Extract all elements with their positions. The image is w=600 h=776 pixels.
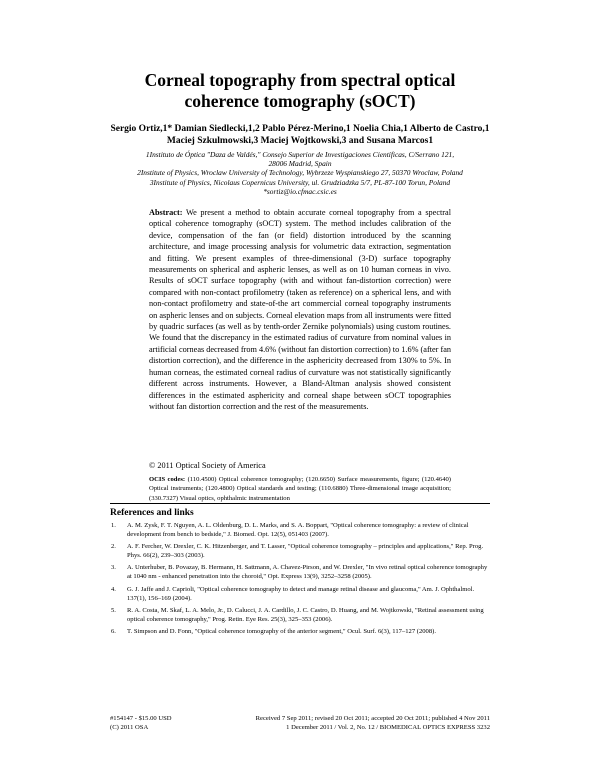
footer-received: Received 7 Sep 2011; revised 20 Oct 2011; accepted 20 Oct 2011; published 4 Nov 2011 xyxy=(255,715,490,722)
copyright-notice: © 2011 Optical Society of America xyxy=(149,461,266,470)
reference-number: 5. xyxy=(111,606,116,614)
affiliation-1a: 1Instituto de Óptica "Daza de Valdés," Consejo Superior de Investigaciones Científicas, C/Serrano 121, xyxy=(145,150,455,159)
abstract-text: We present a method to obtain accurate corneal topography from a spectral optical coherence tomography (sOCT) system. The method includes calibration of the device, compensation of the fan (or field) distortion introduced by the scanning architecture, and image processing analysis for volumetric data extraction, segmentation and fitting. We present examples of three-dimensional (3-D) surface topography measurements on spherical and aspheric lenses, as well as on 10 human corneas in vivo. Results of sOCT surface topography (with and without fan-distortion correction) were compared with non-contact profilometry (taken as reference) on a spherical lens, and with non-contact profilometry and state-of-the art commercial corneal topography instruments on aspheric lenses and on subjects. Corneal elevation maps from all instruments were fitted by quadric surfaces (as well as by tenth-order Zernike polynomials) using custom routines. We found that the discrepancy in the estimated radius of curvature from nominal values in artificial corneas decreased from 4.6% (without fan distortion correction) to 1.6% (after fan distortion correction), and the difference in the asphericity decreased from 130% to 5%. In human corneas, the estimated corneal radius of curvature was not statistically significantly different across instruments. However, a Bland-Altman analysis showed consistent differences in the estimated asphericity and corneal shape between sOCT topographies without fan distortion correction and the rest of the measurements. xyxy=(149,208,451,411)
abstract-label: Abstract: xyxy=(149,208,183,217)
section-divider xyxy=(110,503,490,504)
affiliation-2: 2Institute of Physics, Wroclaw University of Technology, Wybrzeze Wyspianskiego 27, 50370 Wroclaw, Poland xyxy=(137,168,463,178)
reference-item xyxy=(110,606,490,624)
references-heading: References and links xyxy=(110,508,194,518)
reference-text: R. A. Costa, M. Skaf, L. A. Melo, Jr., D. Calucci, J. A. Cardillo, J. C. Castro, D. Huang, and M. Wojtkowski, "Retinal assessment using optical coherence tomography," Prog. Retin. Eye Res. 25(3), 325–353 (2006). xyxy=(127,606,484,623)
title-line-1: Corneal topography from spectral optical xyxy=(144,70,456,90)
reference-text: A. M. Zysk, F. T. Nguyen, A. L. Oldenburg, D. L. Marks, and S. A. Boppart, "Optical coherence tomography: a review of clinical development from bench to bedside," J. Biomed. Opt. 12(5), 051403 (2007). xyxy=(127,522,469,539)
footer-osa: (C) 2011 OSA xyxy=(110,724,149,732)
ocis-text: (110.4500) Optical coherence tomography; (120.6650) Surface measurements, figure; (120.4640) Optical instruments; (120.4800) Optical standards and testing; (110.6880) Three-dimensional image acquisition; (330.7327) Visual optics, ophthalmic instrumentation xyxy=(149,476,452,502)
abstract xyxy=(149,207,451,412)
reference-text: G. J. Jaffe and J. Caprioli, "Optical coherence tomography to detect and manage retinal disease and glaucoma," Am. J. Ophthalmol. 137(1), 156–169 (2004). xyxy=(127,585,475,602)
footer-right xyxy=(208,714,490,733)
reference-item xyxy=(110,585,490,603)
reference-text: A. Unterhuber, B. Povazay, B. Hermann, H. Sattmann, A. Chavez-Pirson, and W. Drexler, "In vivo retinal optical coherence tomography at 1040 nm - enhanced penetration into the choroid," Opt. Express 13(9), 3252–3258 (2005). xyxy=(127,564,488,581)
reference-number: 6. xyxy=(111,627,116,635)
reference-number: 4. xyxy=(111,585,116,593)
affiliation-3: 3Institute of Physics, Nicolaus Copernicus University, ul. Grudziadzka 5/7, PL-87-100 Torun, Poland xyxy=(149,177,451,187)
reference-item xyxy=(110,627,490,636)
reference-text: A. F. Fercher, W. Drexler, C. K. Hitzenberger, and T. Lasser, "Optical coherence tomography – principles and applications," Rep. Prog. Phys. 66(2), 239–303 (2003). xyxy=(127,543,484,560)
corresponding-email[interactable]: *sortiz@io.cfmac.csic.es xyxy=(263,186,337,196)
reference-item xyxy=(110,542,490,560)
reference-number: 2. xyxy=(111,543,116,551)
reference-text: T. Simpson and D. Fonn, "Optical coherence tomography of the anterior segment," Ocul. Surf. 6(3), 117–127 (2008). xyxy=(127,627,436,635)
affiliations xyxy=(110,150,490,196)
reference-item xyxy=(110,521,490,539)
reference-number: 3. xyxy=(111,564,116,572)
affiliation-1b: 28006 Madrid, Spain xyxy=(268,159,332,169)
ocis-codes xyxy=(149,475,451,503)
footer-left xyxy=(110,714,172,733)
title-line-2: coherence tomography (sOCT) xyxy=(184,91,416,111)
reference-item xyxy=(110,563,490,581)
ocis-label: OCIS codes: xyxy=(149,476,186,483)
author-list: Sergio Ortiz,1* Damian Siedlecki,1,2 Pablo Pérez-Merino,1 Noelia Chia,1 Alberto de Castro,1 Maciej Szkulmowski,3 Maciej Wojtkowski,3 and Susana Marcos1 xyxy=(110,124,490,146)
reference-list xyxy=(110,521,490,639)
footer-doc-id: #154147 - $15.00 USD xyxy=(110,715,172,722)
paper-title xyxy=(0,70,600,112)
footer-journal: 1 December 2011 / Vol. 2, No. 12 / BIOMEDICAL OPTICS EXPRESS 3232 xyxy=(286,724,490,732)
reference-number: 1. xyxy=(111,522,116,529)
